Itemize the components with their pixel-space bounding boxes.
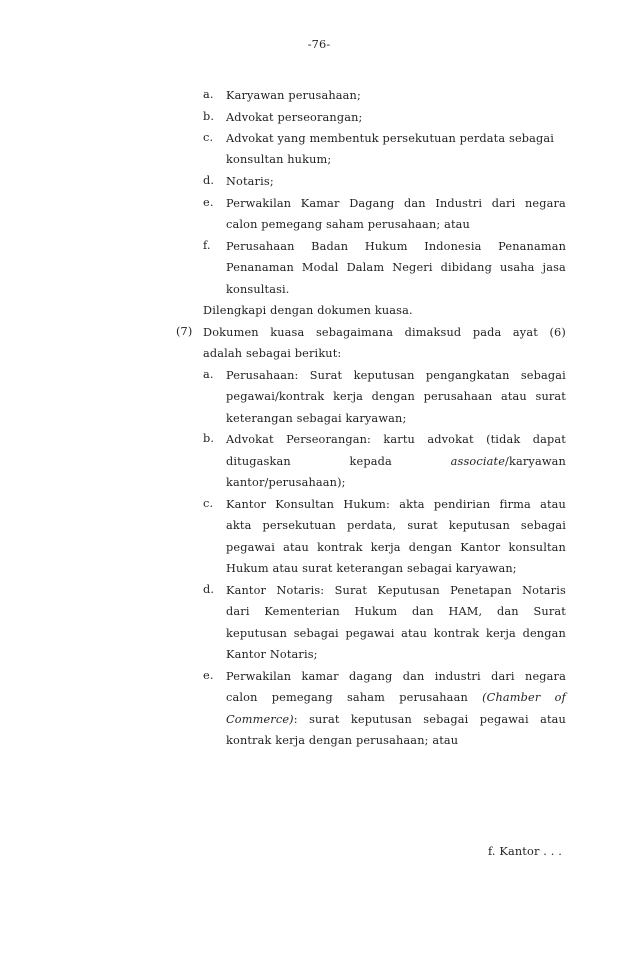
paragraph-text: adalah sebagai berikut: <box>203 347 342 360</box>
list-item-text <box>226 196 566 212</box>
word: persekutuan <box>262 519 336 532</box>
list-item-label: d. <box>203 174 215 187</box>
word: pegawai <box>479 713 529 726</box>
word: kerja <box>485 627 516 640</box>
list-item-text <box>226 626 566 642</box>
word: Hukum <box>364 240 408 253</box>
list-item-text <box>226 239 566 255</box>
word: Keputusan <box>377 584 440 597</box>
word: dapat <box>532 433 566 446</box>
list-item-text: Karyawan perusahaan; <box>226 89 361 102</box>
list-item-text: konsultasi. <box>226 283 290 296</box>
word: keputusan <box>350 713 412 726</box>
word: of <box>554 691 566 704</box>
list-item-text: konsultan hukum; <box>226 153 332 166</box>
word: surat <box>309 713 340 726</box>
word: Notaris: <box>276 584 325 597</box>
word: sebagai <box>520 369 566 382</box>
page-number: -76- <box>307 38 331 51</box>
word: Surat <box>309 369 343 382</box>
list-item-text <box>226 432 566 448</box>
list-item-text: kontrak kerja dengan perusahaan; atau <box>226 734 459 747</box>
list-item-text: calon pemegang saham perusahaan; atau <box>226 218 470 231</box>
list-item-label: e. <box>203 669 214 682</box>
word: Hukum: <box>343 498 390 511</box>
word: dari <box>226 605 250 618</box>
word: dengan <box>522 627 566 640</box>
list-item-label: e. <box>203 196 214 209</box>
word: Perusahaan: <box>226 369 299 382</box>
word: dengan <box>408 541 453 554</box>
list-item-text: Kantor Notaris; <box>226 648 318 661</box>
word: kerja <box>333 390 363 403</box>
word: keputusan <box>448 519 510 532</box>
word: Kementerian <box>264 605 340 618</box>
word: Surat <box>533 605 566 618</box>
word: Industri <box>435 197 483 210</box>
continuation-footer: f. Kantor . . . <box>488 845 562 858</box>
word: ditugaskan <box>226 455 291 468</box>
word: Penanaman <box>226 261 294 274</box>
list-item-label: a. <box>203 88 214 101</box>
word: kamar <box>301 670 339 683</box>
word: akta <box>226 519 252 532</box>
word: kepada <box>349 455 392 468</box>
word: Commerce): <box>226 713 298 726</box>
word: dan <box>497 605 519 618</box>
word: perusahaan <box>423 390 493 403</box>
list-item-text: Advokat perseorangan; <box>226 111 363 124</box>
word: keputusan <box>353 369 415 382</box>
word: pada <box>472 326 502 339</box>
word: HAM, <box>448 605 483 618</box>
word: Penetapan <box>450 584 512 597</box>
word: sebagaimana <box>315 326 394 339</box>
word: dengan <box>371 390 415 403</box>
list-item-text <box>226 389 566 405</box>
word: negara <box>525 670 566 683</box>
word: Notaris <box>522 584 566 597</box>
word: dan <box>412 605 434 618</box>
word: associate/karyawan <box>450 455 566 468</box>
list-item-text: kantor/perusahaan); <box>226 476 346 489</box>
list-item-label: b. <box>203 432 215 445</box>
word: (tidak <box>486 433 521 446</box>
word: atau <box>540 498 566 511</box>
word: pemegang <box>271 691 333 704</box>
list-item-text <box>226 518 566 534</box>
word: ayat <box>512 326 538 339</box>
word: keputusan <box>226 627 288 640</box>
word: kuasa <box>270 326 305 339</box>
word: dimaksud <box>404 326 462 339</box>
list-item-label: b. <box>203 110 215 123</box>
word: kartu <box>383 433 415 446</box>
word: saham <box>346 691 385 704</box>
word: Perusahaan <box>226 240 295 253</box>
word: sebagai <box>520 519 566 532</box>
word: usaha <box>499 261 535 274</box>
word: jasa <box>542 261 566 274</box>
word: Perwakilan <box>226 197 292 210</box>
word: advokat <box>427 433 474 446</box>
word: Negeri <box>392 261 433 274</box>
word: sebagai <box>423 713 469 726</box>
word: atau <box>500 390 527 403</box>
word: pegawai/kontrak <box>226 390 325 403</box>
word: Kamar <box>300 197 340 210</box>
word: firma <box>499 498 531 511</box>
word: atau <box>540 713 566 726</box>
completed-note: Dilengkapi dengan dokumen kuasa. <box>203 304 413 317</box>
list-item-text <box>226 604 566 620</box>
word: Penanaman <box>498 240 566 253</box>
word: Advokat <box>226 433 274 446</box>
word: dan <box>404 197 426 210</box>
word: surat <box>535 390 566 403</box>
word: Dalam <box>346 261 385 274</box>
word: Kantor <box>460 541 501 554</box>
word: konsultan <box>508 541 566 554</box>
word: Modal <box>301 261 339 274</box>
list-item-text <box>226 497 566 513</box>
list-item-text: Advokat yang membentuk persekutuan perdata sebagai <box>226 132 555 145</box>
word: kontrak <box>317 541 363 554</box>
word: pegawai <box>345 627 395 640</box>
word: calon <box>226 691 258 704</box>
word: akta <box>399 498 425 511</box>
word: dagang <box>349 670 393 683</box>
word: Perwakilan <box>226 670 292 683</box>
word: Indonesia <box>424 240 482 253</box>
list-item-text <box>226 669 566 685</box>
word: Badan <box>311 240 349 253</box>
word: Perseorangan: <box>286 433 372 446</box>
list-item-text <box>226 583 566 599</box>
word: perusahaan <box>399 691 468 704</box>
word: (6) <box>549 326 566 339</box>
list-item-label: c. <box>203 497 214 510</box>
list-item-text <box>226 540 566 556</box>
word: Dagang <box>349 197 395 210</box>
word: Konsultan <box>275 498 335 511</box>
list-item-label: d. <box>203 583 215 596</box>
word: dibidang <box>440 261 492 274</box>
list-item-label: a. <box>203 368 214 381</box>
word: pengangkatan <box>425 369 510 382</box>
paragraph-number: (7) <box>176 325 193 338</box>
list-item-text <box>226 690 566 706</box>
word: dari <box>491 197 516 210</box>
word: Kantor <box>226 498 267 511</box>
word: surat <box>407 519 438 532</box>
word: kontrak <box>433 627 480 640</box>
word: sebagai <box>293 627 339 640</box>
word: negara <box>524 197 566 210</box>
word: pegawai <box>226 541 275 554</box>
word: atau <box>401 627 428 640</box>
list-item-text: keterangan sebagai karyawan; <box>226 412 407 425</box>
word: Surat <box>334 584 368 597</box>
word: Hukum <box>354 605 398 618</box>
word: perdata, <box>346 519 397 532</box>
word: industri <box>434 670 481 683</box>
list-item-text <box>226 368 566 384</box>
list-item-label: c. <box>203 131 214 144</box>
list-item-text <box>226 454 566 470</box>
paragraph-text <box>203 325 566 341</box>
word: dan <box>402 670 425 683</box>
word: dari <box>491 670 515 683</box>
list-item-label: f. <box>203 239 211 252</box>
word: pendirian <box>433 498 491 511</box>
word: atau <box>283 541 309 554</box>
list-item-text: Notaris; <box>226 175 274 188</box>
list-item-text <box>226 260 566 276</box>
word: Kantor <box>226 584 267 597</box>
word: kerja <box>370 541 401 554</box>
list-item-text <box>226 712 566 728</box>
list-item-text: Hukum atau surat keterangan sebagai karyawan; <box>226 562 517 575</box>
word: Dokumen <box>203 326 259 339</box>
word: (Chamber <box>482 691 541 704</box>
